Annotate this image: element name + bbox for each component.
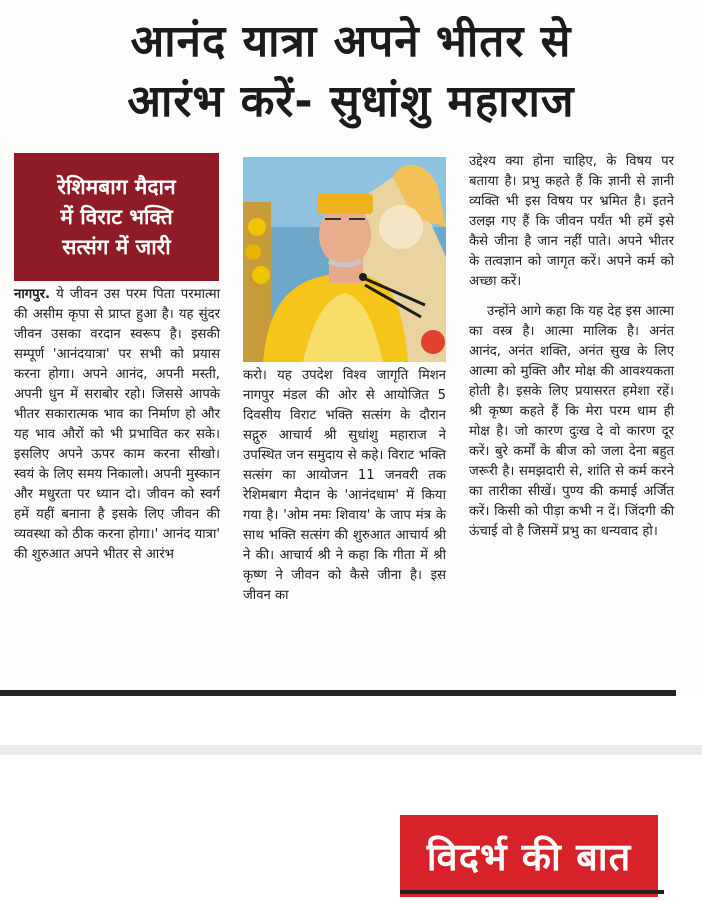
speaker-photo [243,157,446,362]
article-column-3 [469,152,674,542]
publication-name: विदर्भ की बात [426,835,632,879]
article-column-1 [14,285,220,565]
column-1-text: ये जीवन उस परम पिता परमात्मा की असीम कृपा से प्राप्त हुआ है। यह सुंदर जीवन उसका वरदान स्वरूप है। इसकी सम्पूर्ण 'आनंदयात्रा' पर सभी को प्रयास करना होगा। अपने आनंद, अपनी मस्ती, अपनी धुन में सराबोर रहो। जिससे आपके भीतर सकारात्मक भाव का निर्माण हो और यह भाव औरों को भी प्रभावित कर सके। इसलिए अपने ऊपर काम करना सीखो। स्वयं के लिए समय निकालो। अपनी मुस्कान और मधुरता पर ध्यान दो। जीवन को स्वर्ग हमें यहीं बनाना है इसके लिए जीवन की व्यवस्था को ठीक करना होगा।' आनंद यात्रा' की शुरुआत अपने भीतर से आरंभ [14,287,220,562]
kicker-line-1: रेशिमबाग मैदान [57,175,176,199]
page-gap [0,745,702,755]
headline-line-2: आरंभ करें- सुधांशु महाराज [127,76,575,127]
bottom-rule [0,690,676,696]
logo-underline [400,890,664,894]
kicker-line-2: में विराट भक्ति [60,205,173,229]
kicker-box [14,153,219,281]
column-3-paragraph-1: उद्देश्य क्या होना चाहिए, के विषय पर बताया है। प्रभु कहते हैं कि ज्ञानी से ज्ञानी व्यक्ति भी इस विषय पर भ्रमित है। इतने उलझ गए हैं कि जीवन पर्यंत भी हमें इसे कैसे जीना है जान नहीं पाते। अपने भीतर के तत्वज्ञान को जागृत करें। अपने कर्म को अच्छा करें। [469,154,674,289]
column-2-text: करो। यह उपदेश विश्व जागृति मिशन नागपुर मंडल की ओर से आयोजित 5 दिवसीय विराट भक्ति सत्संग के दौरान सद्गुरु आचार्य श्री सुधांशु महाराज ने उपस्थित जन समुदाय से कहे। विराट भक्ति सत्संग का आयोजन 11 जनवरी तक रेशिमबाग मैदान के 'आनंदधाम' में किया गया है। 'ओम नमः शिवाय' के जाप मंत्र के साथ भक्ति सत्संग की शुरुआत आचार्य श्री ने की। आचार्य श्री ने कहा कि गीता में श्री कृष्ण ने जीवन को कैसे जीना है। इस जीवन का [243,368,446,603]
kicker-line-3: सत्संग में जारी [62,235,171,259]
dateline: नागपुर. [14,287,51,302]
column-3-paragraph-2: उन्होंने आगे कहा कि यह देह इस आत्मा का वस्त्र है। आत्मा मालिक है। अनंत आनंद, अनंत शक्ति, अनंत सुख के लिए आत्मा को मुक्ति और मोक्ष की आवश्यकता होती है। इसके लिए प्रयासरत हमेशा रहें। श्री कृष्ण कहते हैं कि मेरा परम धाम ही मोक्ष है। जो कारण दुःख दे वो कारण दूर करें। बुरे कर्मों के बीज को जला देना बहुत जरूरी है। समझदारी से, शांति से कर्म करने का तारीका सीखें। पुण्य की कमाई अर्जित करें। किसी को पीड़ा कभी न दें। जिंदगी की ऊंचाई वो है जिसमें प्रभु का धन्यवाद हो। [469,304,674,539]
article-column-2 [243,366,446,606]
publication-logo [400,815,658,897]
headline-line-1: आनंद यात्रा अपने भीतर से [130,16,572,67]
